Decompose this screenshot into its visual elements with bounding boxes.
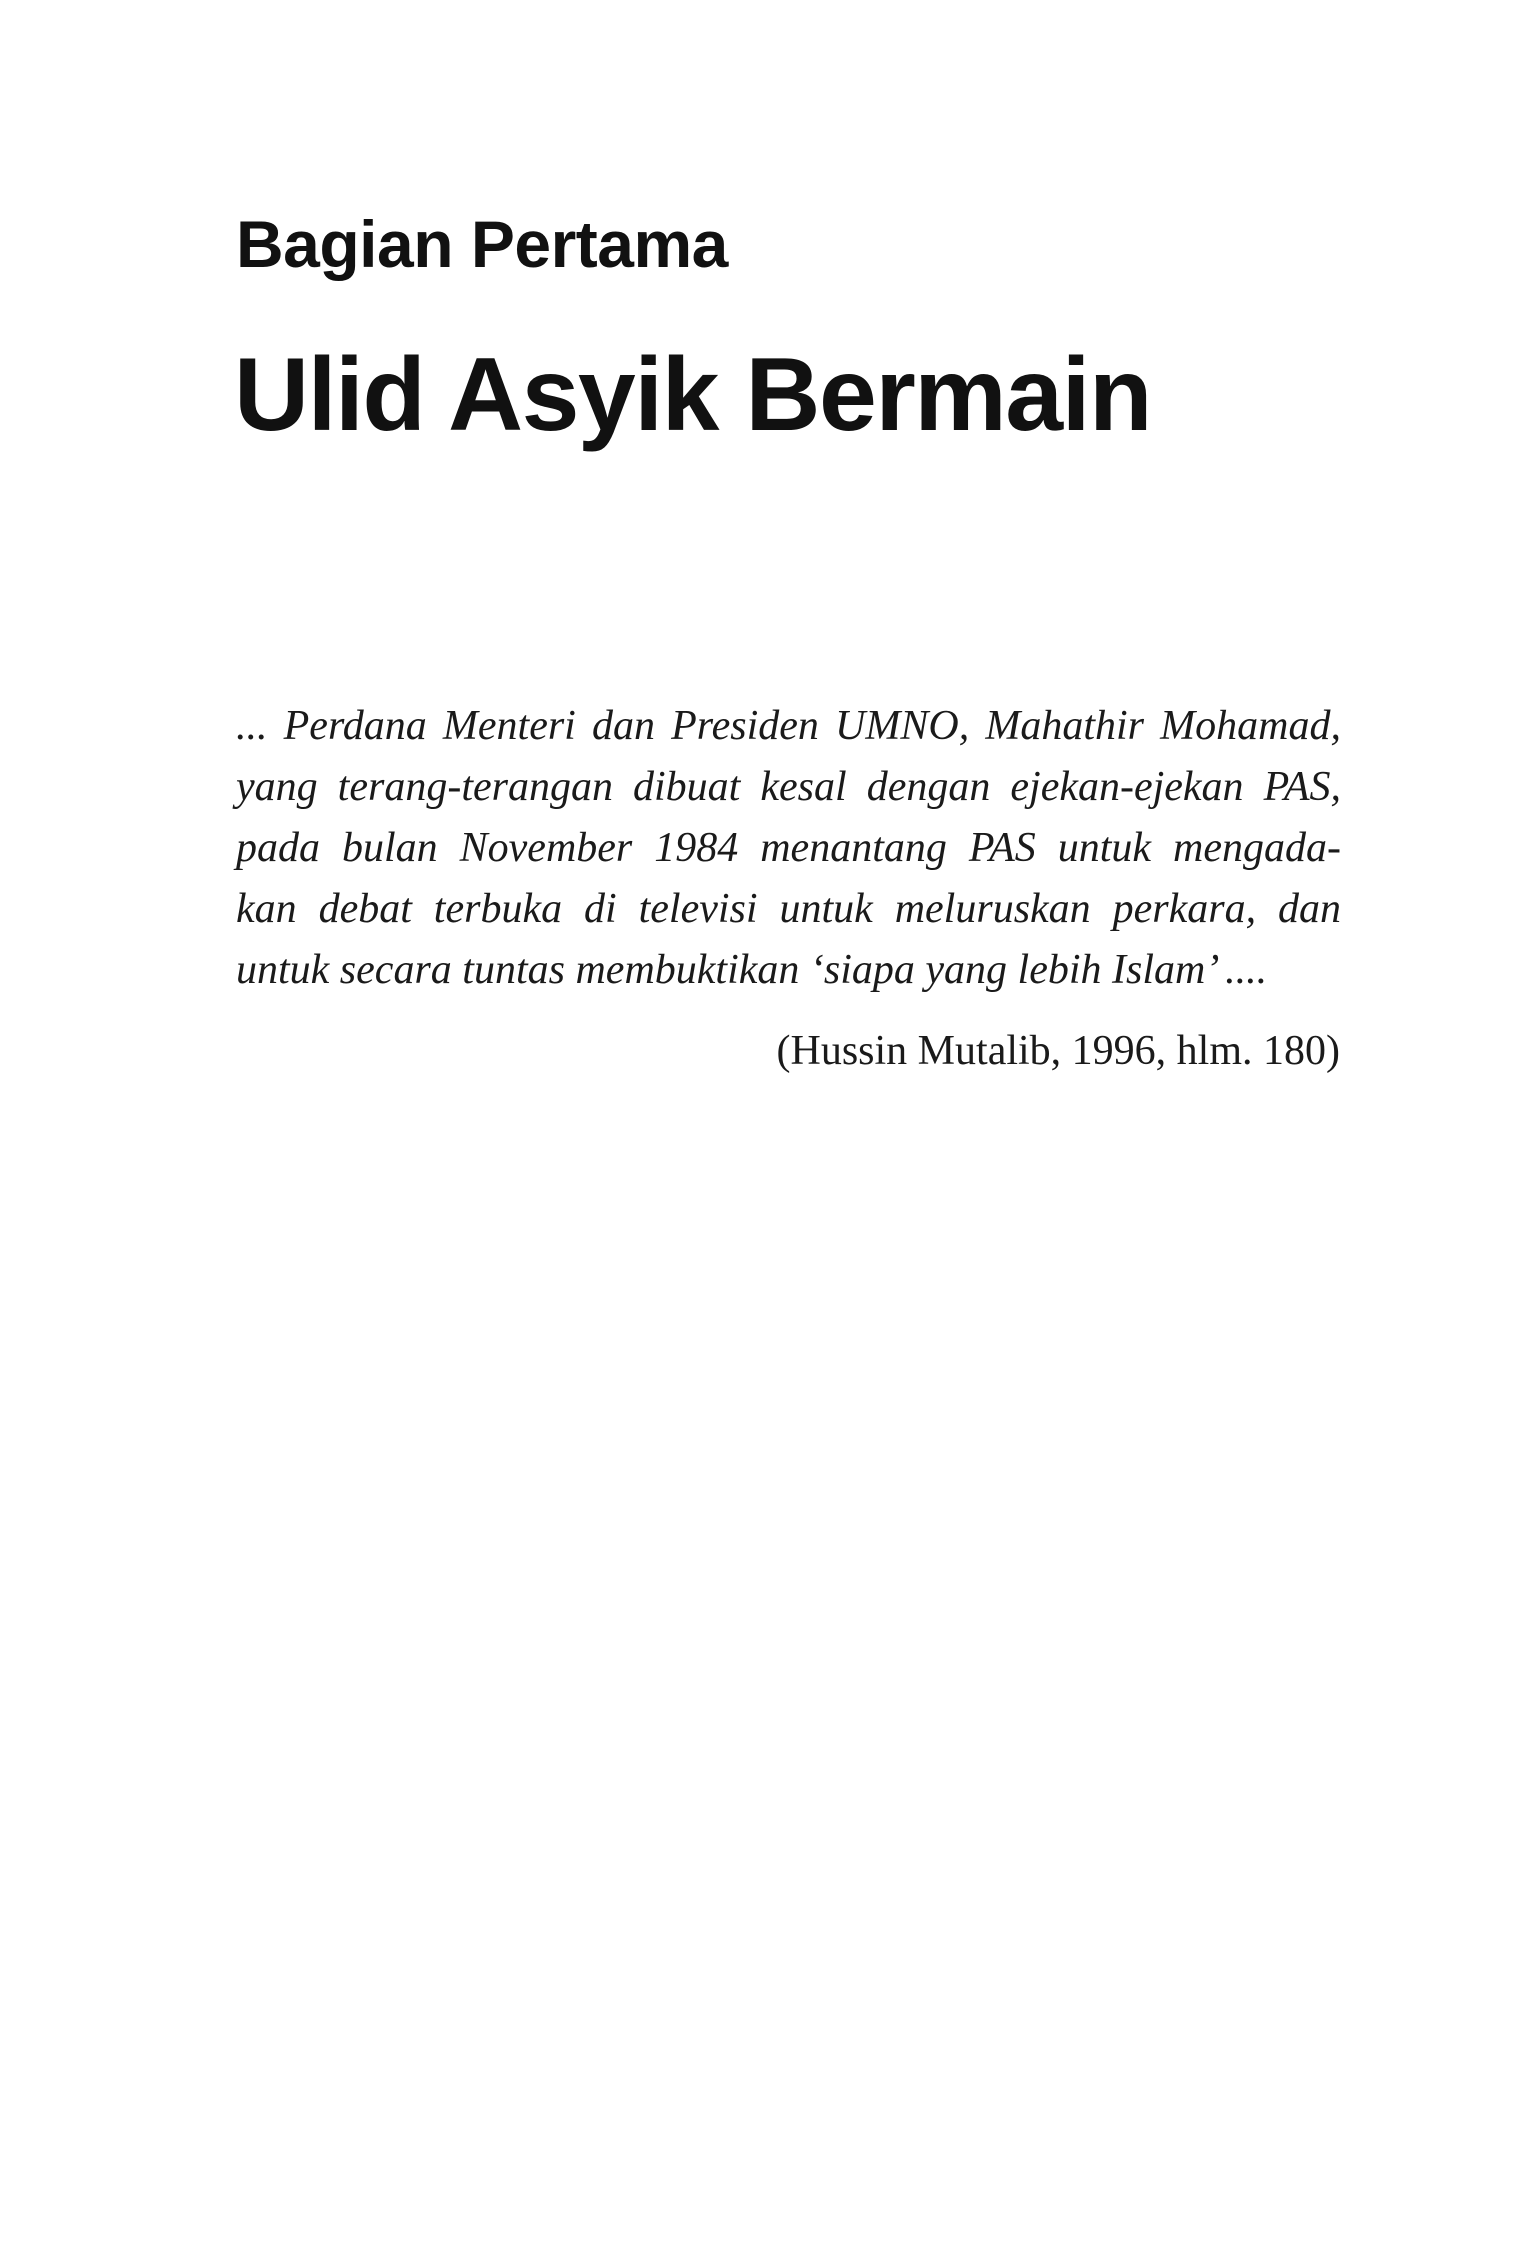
epigraph-line: ... Perdana Menteri dan Presiden UMNO, Mahathir Mohamad, bbox=[236, 703, 1341, 749]
epigraph-line: kan debat terbuka di televisi untuk meluruskan perkara, dan bbox=[236, 886, 1341, 932]
part-label: Bagian Pertama bbox=[236, 207, 728, 281]
epigraph-quote bbox=[236, 696, 1341, 1001]
epigraph-line: pada bulan November 1984 menantang PAS untuk mengada- bbox=[236, 825, 1341, 871]
epigraph-citation: (Hussin Mutalib, 1996, hlm. 180) bbox=[776, 1028, 1340, 1074]
chapter-title: Ulid Asyik Bermain bbox=[234, 337, 1152, 453]
epigraph-line: untuk secara tuntas membuktikan ‘siapa yang lebih Islam’ .... bbox=[236, 947, 1268, 993]
epigraph-line: yang terang-terangan dibuat kesal dengan ejekan-ejekan PAS, bbox=[236, 764, 1341, 810]
